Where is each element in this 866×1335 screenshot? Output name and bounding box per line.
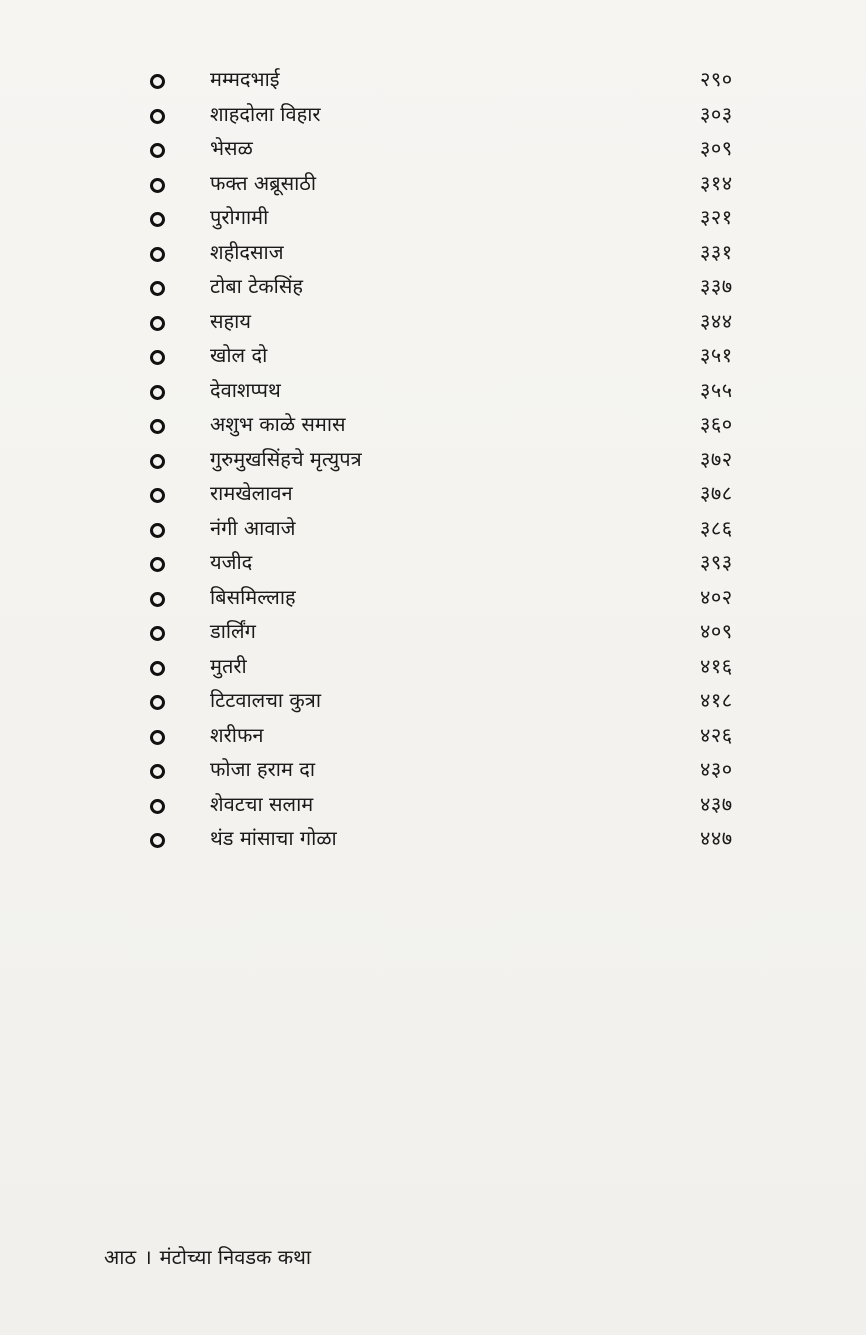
bullet-icon [150, 833, 165, 848]
toc-entry [150, 204, 750, 239]
bullet-icon [150, 557, 165, 572]
bullet-icon [150, 799, 165, 814]
story-title: बिसमिल्लाह [210, 584, 296, 609]
page-number: ३७२ [700, 446, 733, 471]
page-number: ४०९ [700, 619, 733, 643]
story-title: फोजा हराम दा [210, 757, 316, 781]
bullet-icon [150, 74, 165, 89]
bullet-icon [150, 212, 165, 227]
toc-entry [150, 480, 750, 515]
bullet-icon [150, 350, 165, 365]
bullet-icon [150, 764, 165, 779]
story-title: अशुभ काळे समास [210, 412, 346, 436]
toc-entry [150, 722, 750, 757]
footer-book-title: मंटोच्या निवडक कथा [159, 1245, 312, 1269]
page-number: ३०३ [700, 101, 733, 126]
page-number: ३६० [700, 412, 733, 436]
toc-entry [150, 377, 750, 412]
toc-entry [150, 584, 750, 619]
story-title: टोबा टेकसिंह [210, 274, 303, 298]
story-title: खोल दो [210, 343, 268, 367]
story-title: भेसळ [210, 136, 253, 160]
bullet-icon [150, 247, 165, 262]
page-number: ४३७ [700, 791, 733, 816]
footer-separator: । [144, 1245, 152, 1269]
story-title: शाहदोला विहार [210, 101, 321, 126]
page-number: ४०२ [700, 584, 733, 609]
bullet-icon [150, 178, 165, 193]
story-title: शेवटचा सलाम [210, 791, 314, 816]
bullet-icon [150, 419, 165, 434]
toc-entry [150, 66, 750, 101]
toc-entry [150, 101, 750, 136]
page-number: ४२६ [700, 722, 733, 747]
toc-entry [150, 687, 750, 722]
page-number: ३५५ [700, 377, 733, 402]
page-number: ३३७ [700, 274, 733, 298]
toc-entry [150, 170, 750, 205]
bullet-icon [150, 454, 165, 469]
footer-page-word: आठ [104, 1245, 137, 1269]
page-number: ३९३ [700, 550, 733, 574]
toc-entry [150, 549, 750, 584]
bullet-icon [150, 385, 165, 400]
toc-entry [150, 273, 750, 308]
story-title: पुरोगामी [210, 205, 269, 229]
bullet-icon [150, 695, 165, 710]
bullet-icon [150, 281, 165, 296]
story-title: शहीदसाज [210, 239, 284, 264]
bullet-icon [150, 592, 165, 607]
table-of-contents [150, 66, 750, 860]
bullet-icon [150, 730, 165, 745]
page-number: ४४७ [700, 826, 733, 850]
page-number: ३५१ [700, 343, 733, 367]
page-number: ३२१ [700, 205, 733, 229]
page-number: ३०९ [700, 136, 733, 160]
toc-entry [150, 791, 750, 826]
story-title: मम्मदभाई [210, 67, 280, 91]
story-title: सहाय [210, 308, 251, 333]
story-title: यजीद [210, 550, 253, 574]
story-title: फक्त अब्रूसाठी [210, 170, 317, 195]
toc-entry [150, 135, 750, 170]
page-number: ३४४ [700, 308, 733, 333]
page-number: ४१६ [700, 653, 733, 678]
toc-entry [150, 515, 750, 550]
toc-entry [150, 342, 750, 377]
bullet-icon [150, 109, 165, 124]
toc-entry [150, 308, 750, 343]
toc-entry [150, 411, 750, 446]
page-number: ३७८ [700, 481, 733, 505]
bullet-icon [150, 143, 165, 158]
toc-entry [150, 239, 750, 274]
story-title: मुतरी [210, 653, 247, 678]
toc-entry [150, 618, 750, 653]
page-number: ४१८ [700, 688, 733, 712]
page-number: ४३० [700, 757, 733, 781]
toc-entry [150, 756, 750, 791]
page-footer [104, 1243, 311, 1270]
page-number: ३१४ [700, 170, 733, 195]
story-title: रामखेलावन [210, 481, 293, 505]
toc-entry [150, 825, 750, 860]
story-title: शरीफन [210, 722, 264, 747]
bullet-icon [150, 523, 165, 538]
bullet-icon [150, 488, 165, 503]
toc-entry [150, 446, 750, 481]
page-number: ३८६ [700, 515, 733, 540]
bullet-icon [150, 661, 165, 676]
page-number: २९० [700, 67, 733, 91]
toc-entry [150, 653, 750, 688]
story-title: नंगी आवाजे [210, 515, 296, 540]
bullet-icon [150, 626, 165, 641]
story-title: थंड मांसाचा गोळा [210, 826, 337, 850]
story-title: टिटवालचा कुत्रा [210, 688, 322, 712]
story-title: डार्लिंग [210, 619, 256, 643]
bullet-icon [150, 316, 165, 331]
story-title: गुरुमुखसिंहचे मृत्युपत्र [210, 446, 362, 471]
story-title: देवाशप्पथ [210, 377, 281, 402]
page-number: ३३१ [700, 239, 733, 264]
